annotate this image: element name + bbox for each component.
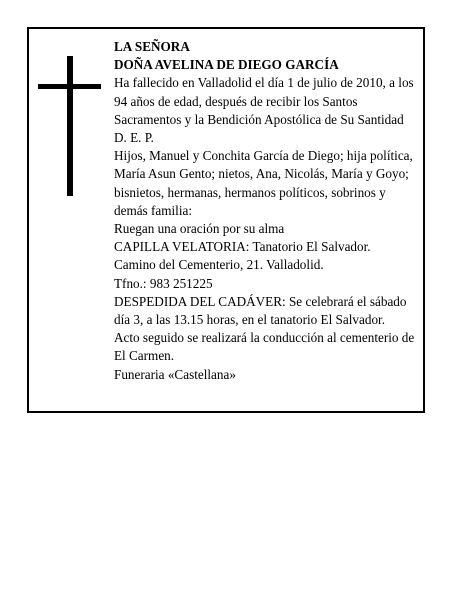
cross-icon	[67, 56, 73, 196]
obituary-title: LA SEÑORA	[114, 39, 190, 54]
farewell-ceremony: DESPEDIDA DEL CADÁVER: Se celebrará el sábado día 3, a las 13.15 horas, en el tanatorio El Salvador.	[114, 293, 407, 328]
funeral-home: Funeraria «Castellana»	[114, 366, 236, 382]
phone-number: Tfno.: 983 251225	[114, 275, 213, 291]
cross-icon-crossbar	[38, 84, 101, 89]
wake-chapel: CAPILLA VELATORIA: Tanatorio El Salvador.	[114, 239, 371, 255]
family-list: Hijos, Manuel y Conchita García de Diego; hija política, María Asun Gento; nietos, Ana, Nicolás, María y Goyo; bisnietos, hermanas, hermanos políticos, sobrinos y demás familia:	[114, 148, 413, 218]
obituary-text	[114, 38, 419, 384]
burial-notice: Acto seguido se realizará la conducción al cementerio de El Carmen.	[114, 330, 415, 364]
chapel-address: Camino del Cementerio, 21. Valladolid.	[114, 257, 324, 273]
death-notice: Ha fallecido en Valladolid el día 1 de julio de 2010, a los 94 años de edad, después de recibir los Santos Sacramentos y la Bendición Apostólica de Su Santidad D. E. P.	[114, 75, 414, 146]
prayer-request: Ruegan una oración por su alma	[114, 221, 285, 237]
deceased-name: DOÑA AVELINA DE DIEGO GARCÍA	[114, 57, 339, 73]
